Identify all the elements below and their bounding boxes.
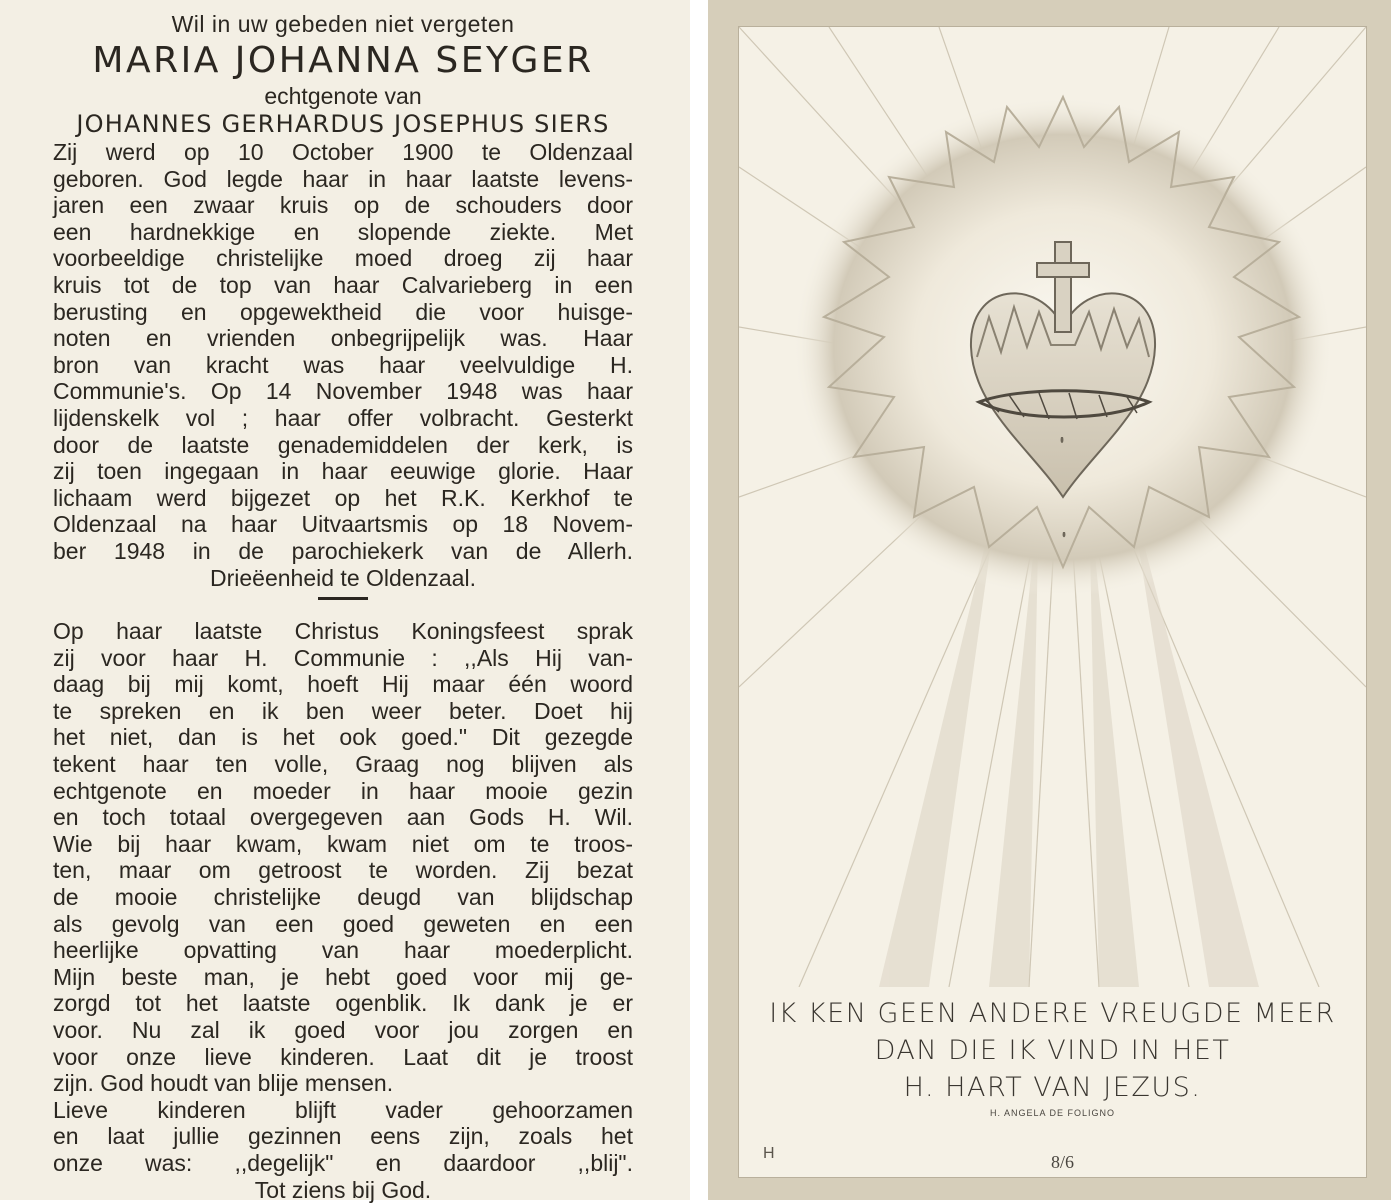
text-line: Drieëenheid te Oldenzaal. bbox=[210, 564, 476, 591]
text-line: jaren een zwaar kruis op de schouders door bbox=[53, 192, 633, 219]
text-line: Op haar laatste Christus Koningsfeest sprak bbox=[53, 618, 633, 645]
text-line: Tot ziens bij God. bbox=[254, 1176, 432, 1203]
section-divider bbox=[318, 597, 368, 600]
text-line: Mijn beste man, je hebt goed voor mij ge- bbox=[53, 963, 633, 990]
printer-mark-icon: H bbox=[763, 1145, 775, 1162]
spouse-name: JOHANNES GERHARDUS JOSEPHUS SIERS bbox=[76, 110, 610, 138]
text-line: voor onze lieve kinderen. Laat dit je troost bbox=[53, 1043, 633, 1070]
deceased-name: MARIA JOHANNA SEYGER bbox=[92, 40, 594, 81]
text-line: Lieve kinderen blijft vader gehoorzamen bbox=[53, 1096, 633, 1123]
text-line: berusting en opgewektheid die voor huisge- bbox=[53, 298, 633, 325]
quote-attribution: H. ANGELA DE FOLIGNO bbox=[989, 1108, 1116, 1118]
text-line: echtgenote en moeder in haar mooie gezin bbox=[53, 777, 633, 804]
quote-line: DAN DIE IK VIND IN HET bbox=[874, 1035, 1231, 1066]
text-line: zij voor haar H. Communie : ,,Als Hij van- bbox=[53, 644, 633, 671]
text-line: de mooie christelijke deugd van blijdschap bbox=[53, 884, 633, 911]
text-line: kruis tot de top van haar Calvarieberg in een bbox=[53, 271, 633, 298]
memorial-card-image-side bbox=[708, 0, 1391, 1200]
text-line: lijdenskelk vol ; haar offer volbracht. Gesterkt bbox=[53, 404, 633, 431]
text-line: ten, maar om getroost te worden. Zij bezat bbox=[53, 857, 633, 884]
text-line: en laat jullie gezinnen eens zijn, zoals het bbox=[53, 1123, 633, 1150]
memorial-card-text-side bbox=[0, 0, 690, 1203]
text-line: een hardnekkige en slopende ziekte. Met bbox=[53, 218, 633, 245]
text-line: en toch totaal overgegeven aan Gods H. Wil. bbox=[53, 804, 633, 831]
text-line: daag bij mij komt, hoeft Hij maar één woord bbox=[53, 671, 633, 698]
farewell-paragraph bbox=[53, 618, 633, 1203]
text-line: onze was: ,,degelijk" en daardoor ,,blij". bbox=[53, 1149, 633, 1176]
text-line: bron van kracht was haar veelvuldige H. bbox=[53, 351, 633, 378]
quote-line: H. HART VAN JEZUS. bbox=[903, 1072, 1202, 1103]
text-line: Oldenzaal na haar Uitvaartsmis op 18 Novem- bbox=[53, 511, 633, 538]
text-line: noten en vrienden onbegrijpelijk was. Haar bbox=[53, 325, 633, 352]
text-line: zijn. God houdt van blije mensen. bbox=[53, 1070, 394, 1097]
text-line: ber 1948 in de parochiekerk van de Allerh. bbox=[53, 537, 633, 564]
spouse-label: echtgenote van bbox=[264, 83, 422, 109]
memorial-text bbox=[53, 10, 633, 1203]
text-line: lichaam werd bijgezet op het R.K. Kerkhof te bbox=[53, 484, 633, 511]
text-line: het niet, dan is het ook goed." Dit gezegde bbox=[53, 724, 633, 751]
text-line: als gevolg van een goed geweten en een bbox=[53, 910, 633, 937]
devotional-quote bbox=[739, 995, 1366, 1106]
text-line: te spreken en ik ben weer beter. Doet hij bbox=[53, 697, 633, 724]
text-line: voor. Nu zal ik goed voor jou zorgen en bbox=[53, 1017, 633, 1043]
text-line: zorgd tot het laatste ogenblik. Ik dank je er bbox=[53, 990, 633, 1017]
text-line: Wie bij haar kwam, kwam niet om te troos- bbox=[53, 830, 633, 857]
text-line: door de laatste genademiddelen der kerk, is bbox=[53, 431, 633, 458]
text-line: tekent haar ten volle, Graag nog blijven als bbox=[53, 751, 633, 778]
biography-paragraph bbox=[53, 139, 633, 591]
text-line: voorbeeldige christelijke moed droeg zij haar bbox=[53, 245, 633, 272]
intro-line: Wil in uw gebeden niet vergeten bbox=[171, 11, 515, 37]
text-line: zij toen ingegaan in haar eeuwige glorie. Haar bbox=[53, 458, 633, 485]
devotional-image-panel bbox=[738, 26, 1367, 1178]
sacred-heart-illustration bbox=[739, 27, 1366, 987]
text-line: Zij werd op 10 October 1900 te Oldenzaal bbox=[53, 139, 633, 165]
text-line: geboren. God legde haar in haar laatste levens- bbox=[53, 165, 633, 192]
text-line: heerlijke opvatting van haar moederplicht. bbox=[53, 937, 633, 964]
text-line: Communie's. Op 14 November 1948 was haar bbox=[53, 378, 633, 405]
card-number: 8/6 bbox=[1051, 1152, 1075, 1172]
quote-line: IK KEN GEEN ANDERE VREUGDE MEER bbox=[769, 998, 1336, 1029]
